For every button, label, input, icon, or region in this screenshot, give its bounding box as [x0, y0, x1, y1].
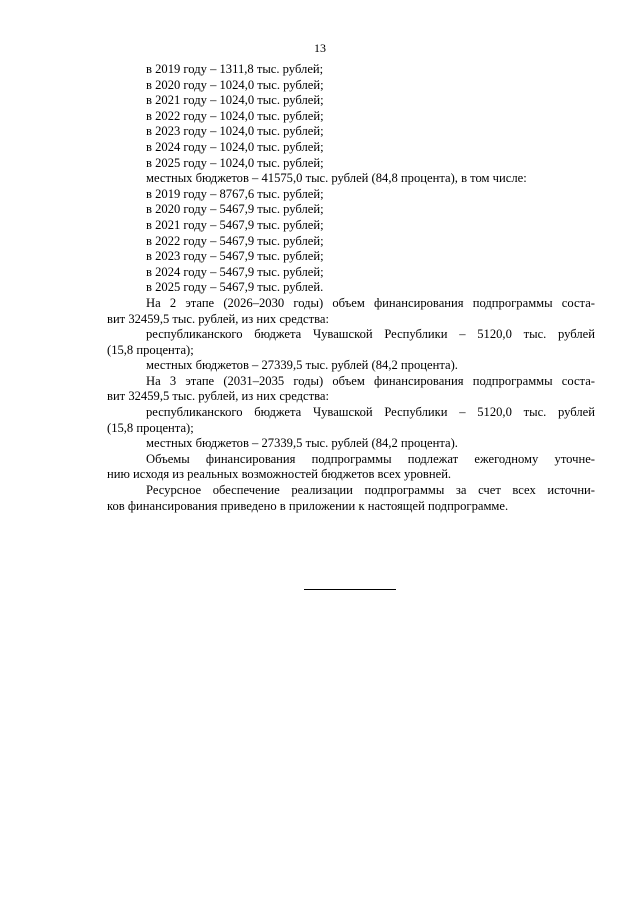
text-line: в 2023 году – 1024,0 тыс. рублей;: [146, 124, 324, 139]
paragraph-stage-2-republic: [107, 327, 595, 358]
end-separator-line: [304, 589, 396, 590]
paragraph-first-line: республиканского бюджета Чувашской Республики – 5120,0 тыс. рублей: [146, 327, 595, 342]
paragraph-rest: нию исходя из реальных возможностей бюджетов всех уровней.: [107, 467, 452, 482]
text-line: в 2024 году – 5467,9 тыс. рублей;: [146, 264, 324, 279]
text-line: в 2020 году – 1024,0 тыс. рублей;: [146, 77, 324, 92]
text-line: в 2022 году – 5467,9 тыс. рублей;: [146, 233, 324, 248]
text-line: в 2021 году – 1024,0 тыс. рублей;: [146, 93, 324, 108]
paragraph-first-line: местных бюджетов – 27339,5 тыс. рублей (84,2 процента).: [146, 436, 458, 451]
paragraph-first-line: На 3 этапе (2031–2035 годы) объем финансирования подпрограммы соста-: [146, 373, 595, 388]
paragraph-rest: вит 32459,5 тыс. рублей, из них средства:: [107, 389, 330, 404]
text-line: местных бюджетов – 41575,0 тыс. рублей (84,8 процента), в том числе:: [146, 171, 527, 186]
paragraph-rest: (15,8 процента);: [107, 342, 194, 357]
text-line: в 2025 году – 1024,0 тыс. рублей;: [146, 155, 324, 170]
paragraph-annual-update: [107, 452, 595, 483]
paragraph-first-line: На 2 этапе (2026–2030 годы) объем финансирования подпрограммы соста-: [146, 295, 595, 310]
document-body: [107, 62, 595, 514]
text-line: в 2019 году – 8767,6 тыс. рублей;: [146, 186, 324, 201]
paragraph-resource-support: [107, 483, 595, 514]
paragraph-first-line: Объемы финансирования подпрограммы подлежат ежегодному уточне-: [146, 451, 595, 466]
paragraph-stage-2: [107, 296, 595, 327]
paragraph-first-line: местных бюджетов – 27339,5 тыс. рублей (84,2 процента).: [146, 358, 458, 373]
text-line: в 2020 году – 5467,9 тыс. рублей;: [146, 202, 324, 217]
paragraph-stage-2-local: [107, 358, 595, 374]
paragraph-first-line: республиканского бюджета Чувашской Республики – 5120,0 тыс. рублей: [146, 405, 595, 420]
text-line: в 2025 году – 5467,9 тыс. рублей.: [146, 280, 324, 295]
text-line: в 2021 году – 5467,9 тыс. рублей;: [146, 217, 324, 232]
paragraph-rest: (15,8 процента);: [107, 420, 194, 435]
text-line: в 2024 году – 1024,0 тыс. рублей;: [146, 139, 324, 154]
text-line: в 2022 году – 1024,0 тыс. рублей;: [146, 108, 324, 123]
text-line: в 2023 году – 5467,9 тыс. рублей;: [146, 249, 324, 264]
page-number: 13: [314, 41, 326, 55]
paragraph-stage-3: [107, 374, 595, 405]
paragraph-first-line: Ресурсное обеспечение реализации подпрограммы за счет всех источни-: [146, 483, 595, 498]
paragraph-stage-3-local: [107, 436, 595, 452]
paragraph-stage-3-republic: [107, 405, 595, 436]
paragraph-rest: ков финансирования приведено в приложении к настоящей подпрограмме.: [107, 498, 509, 513]
paragraph-rest: вит 32459,5 тыс. рублей, из них средства:: [107, 311, 330, 326]
text-line: в 2019 году – 1311,8 тыс. рублей;: [146, 62, 324, 76]
